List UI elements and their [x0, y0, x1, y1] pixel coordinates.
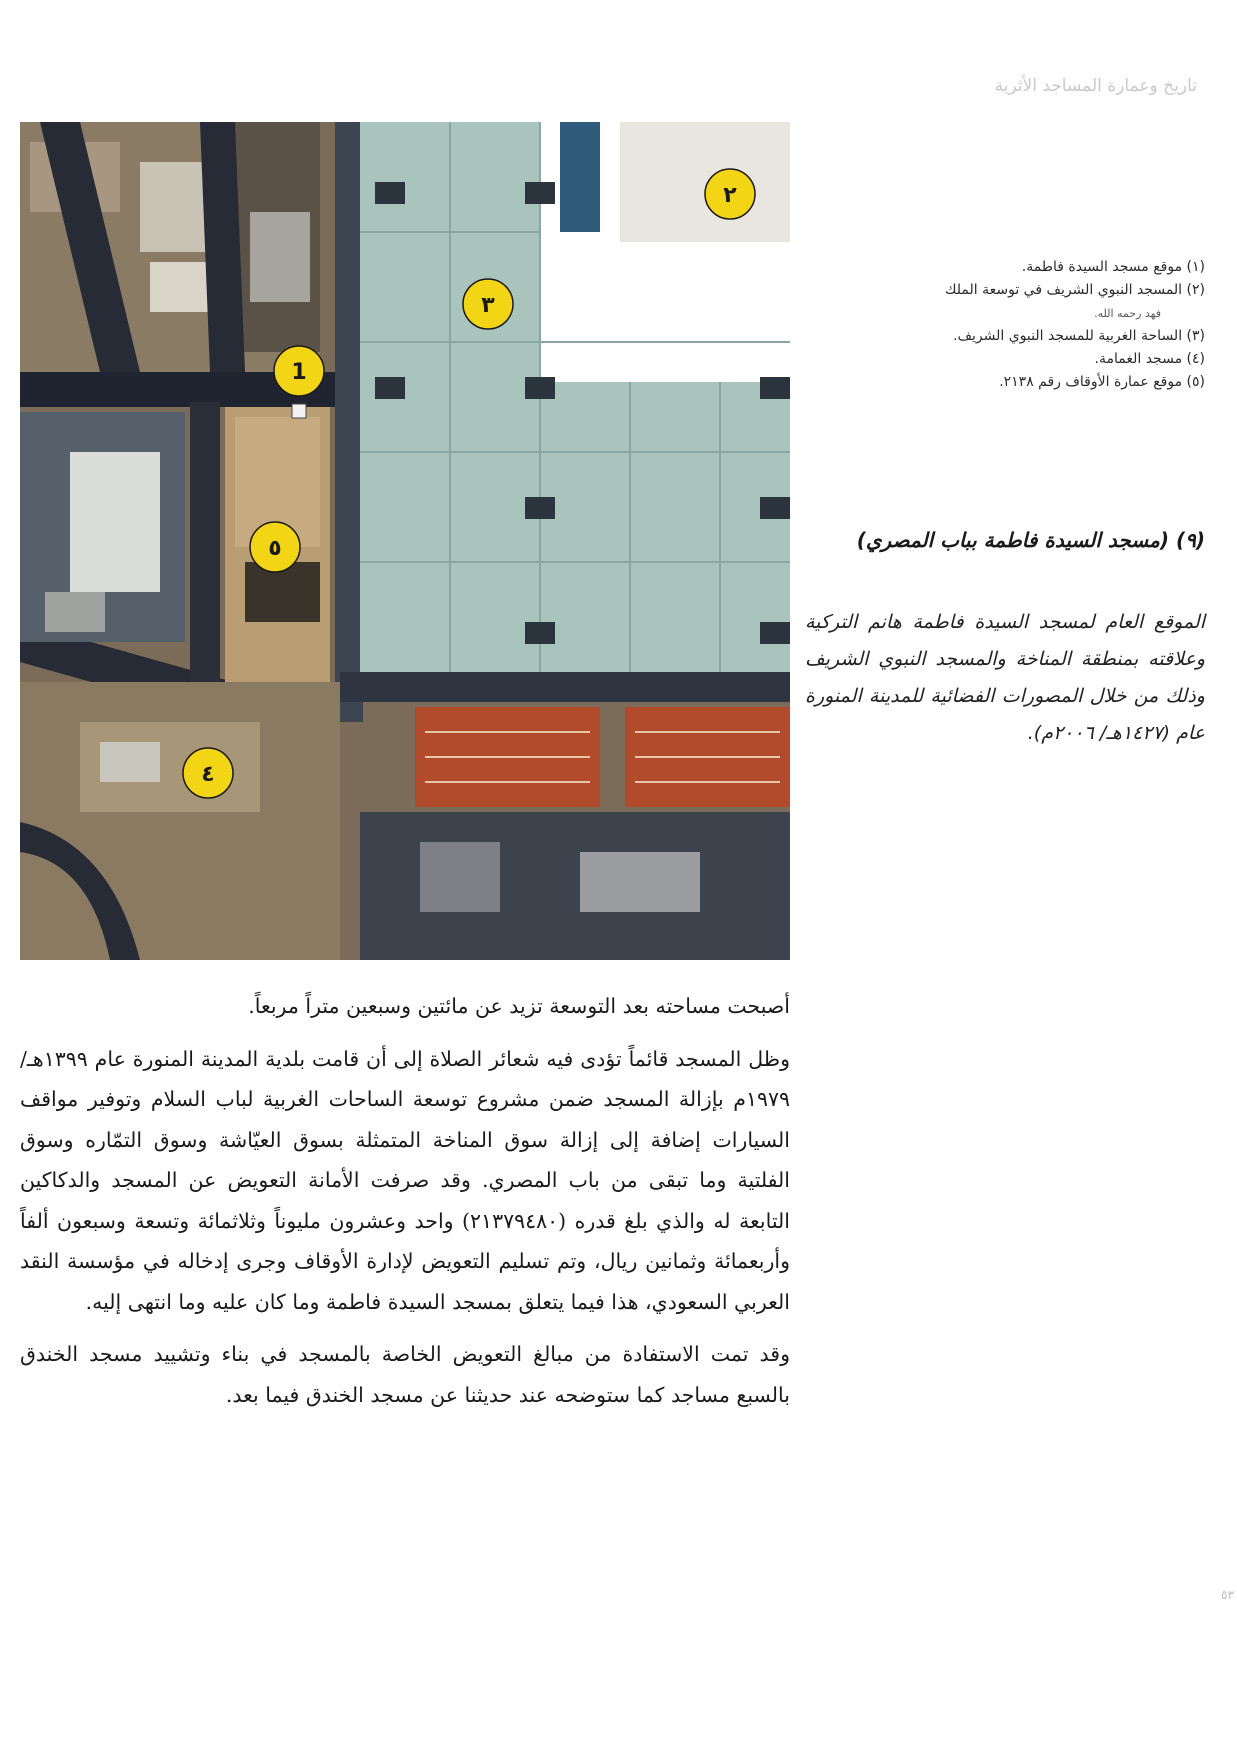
running-header: تاريخ وعمارة المساجد الأثرية — [994, 76, 1197, 96]
paragraph-3: وقد تمت الاستفادة من مبالغ التعويض الخاصة بالمسجد في بناء وتشييد مسجد الخندق بالسبع مساجد كما ستوضحه عند حديثنا عن مسجد الخندق فيما بعد. — [20, 1342, 790, 1407]
legend-item-2: (٢) المسجد النبوي الشريف في توسعة الملك — [944, 282, 1205, 298]
svg-text:٤: ٤ — [201, 762, 215, 787]
legend-item-4: (٤) مسجد الغمامة. — [1094, 351, 1205, 367]
svg-text:٢: ٢ — [723, 183, 737, 208]
legend-item-1: (١) موقع مسجد السيدة فاطمة. — [1021, 259, 1205, 275]
page-number: ٥٣ — [1221, 1588, 1234, 1602]
svg-text:٥: ٥ — [268, 536, 282, 561]
legend-item-3: (٣) الساحة الغربية للمسجد النبوي الشريف. — [953, 328, 1205, 344]
marker-2 — [705, 169, 755, 219]
paragraph-2: وظل المسجد قائماً تؤدى فيه شعائر الصلاة إلى أن قامت بلدية المدينة المنورة عام ١٣٩٩هـ/ ١٩٧٩م بإزالة المسجد ضمن مشروع توسعة الساحات الغربية لباب السلام وتوفير مواقف السيارات إضافة إلى إزالة سوق المناخة المتمثلة بسوق العيّاشة وسوق التمّاره وسوق الفلتية وما تبقى من باب المصري. وقد صرفت الأمانة التعويض عن المسجد والدكاكين التابعة له والذي بلغ قدره (٢١٣٧٩٤٨٠) واحد وعشرون مليوناً وثلاثمائة وتسعة وسبعون ألفاً وأربعمائة وثمانين ريال، وتم تسليم التعويض لإدارة الأوقاف وجرى إدخاله في مؤسسة النقد العربي السعودي، هذا فيما يتعلق بمسجد السيدة فاطمة وما كان عليه وما انتهى إليه. — [20, 1046, 790, 1314]
legend-item-5: (٥) موقع عمارة الأوقاف رقم ٢١٣٨. — [999, 374, 1205, 390]
map-legend — [805, 256, 1205, 394]
paragraph-1: أصبحت مساحته بعد التوسعة تزيد عن مائتين وسبعين متراً مربعاً. — [248, 994, 790, 1018]
marker-4 — [183, 748, 233, 798]
svg-text:٣: ٣ — [481, 293, 495, 318]
marker-3 — [463, 279, 513, 329]
satellite-map — [20, 122, 790, 960]
marker-5 — [250, 522, 300, 572]
svg-text:1: 1 — [291, 360, 307, 385]
main-text — [20, 986, 790, 1427]
marker-1 — [274, 346, 324, 396]
figure-heading: (٩) (مسجد السيدة فاطمة بباب المصري) — [856, 528, 1205, 552]
legend-item-2-cont: فهد رحمه الله. — [1094, 307, 1161, 320]
figure-caption: الموقع العام لمسجد السيدة فاطمة هانم التركية وعلاقته بمنطقة المناخة والمسجد النبوي الشريف وذلك من خلال المصورات الفضائية للمدينة المنورة عام (١٤٢٧هـ/ ٢٠٠٦م). — [805, 611, 1205, 744]
